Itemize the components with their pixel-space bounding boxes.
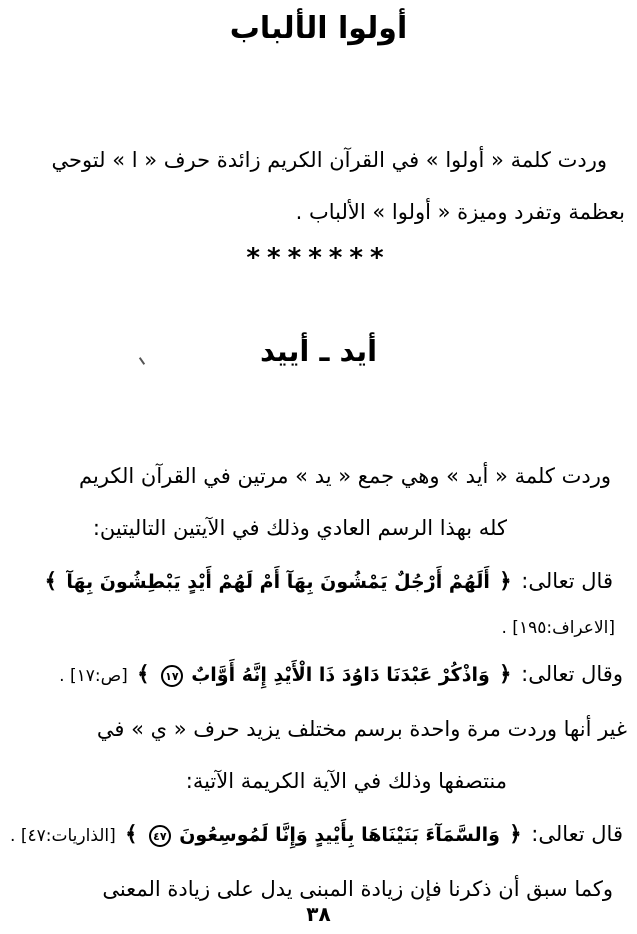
ayah-number-ornament: ١٧ (161, 665, 183, 687)
verse-intro: قال تعالى: (524, 822, 623, 846)
quran-verse-line-dhariyat-47 (10, 807, 627, 863)
paragraph-line: وكما سبق أن ذكرنا فإن زيادة المبنى يدل على زيادة المعنى (102, 877, 613, 901)
paragraph-line: غير أنها وردت مرة واحدة برسم مختلف يزيد حرف « ي » في (96, 717, 627, 741)
paragraph-line: كله بهذا الرسم العادي وذلك في الآيتين التاليتين: (92, 516, 507, 540)
verse-text: أَلَهُمْ أَرْجُلٌ يَمْشُونَ بِهَآ أَمْ لَهُمْ أَيْدٍ يَبْطِشُونَ بِهَآ (66, 571, 490, 593)
paragraph-line: وردت كلمة « أيد » وهي جمع « يد » مرتين في القرآن الكريم (79, 464, 611, 488)
ornate-open-bracket: ﴿ (509, 822, 522, 846)
quran-verse-line-araf-195 (10, 554, 627, 609)
verse-reference: [الذاريات:٤٧] . (10, 826, 116, 846)
verse-text: وَاذْكُرْ عَبْدَنَا دَاوُدَ ذَا الْأَيْدِ إِنَّهُ أَوَّابٌ (191, 664, 490, 686)
paragraph-line: وردت كلمة « أولوا » في القرآن الكريم زائدة حرف « ا » لتوحي (51, 148, 607, 172)
ornate-open-bracket: ﴿ (499, 662, 512, 686)
section-separator-stars: ******* (246, 243, 391, 273)
paragraph-line: منتصفها وذلك في الآية الكريمة الآتية: (185, 769, 507, 793)
verse-reference: [الاعراف:١٩٥] . (501, 618, 615, 638)
verse-intro: قال تعالى: (514, 569, 613, 593)
verse-intro: وقال تعالى: (514, 662, 623, 686)
ayah-number-ornament: ٤٧ (149, 825, 171, 847)
ornate-open-bracket: ﴿ (499, 569, 512, 593)
chapter-title-ayd-ayyid: أيد ـ أييد (259, 334, 378, 368)
book-page (0, 8, 637, 934)
ornate-close-bracket: ﴾ (137, 662, 150, 686)
verse-text: وَالسَّمَآءَ بَنَيْنَاهَا بِأَيْيدٍ وَإِنَّا لَمُوسِعُونَ (179, 824, 500, 846)
verse-reference-line (10, 609, 627, 647)
verse-reference: [ص:١٧] . (59, 666, 128, 686)
ornate-close-bracket: ﴾ (125, 822, 138, 846)
page-number: ٣٨ (306, 902, 331, 926)
paragraph-line: بعظمة وتفرد وميزة « أولوا » الألباب . (295, 200, 625, 224)
quran-verse-line-sad-17 (10, 647, 627, 703)
chapter-title-ulu-alalbab: أولوا الألباب (229, 11, 408, 46)
ornate-close-bracket: ﴾ (44, 569, 57, 593)
